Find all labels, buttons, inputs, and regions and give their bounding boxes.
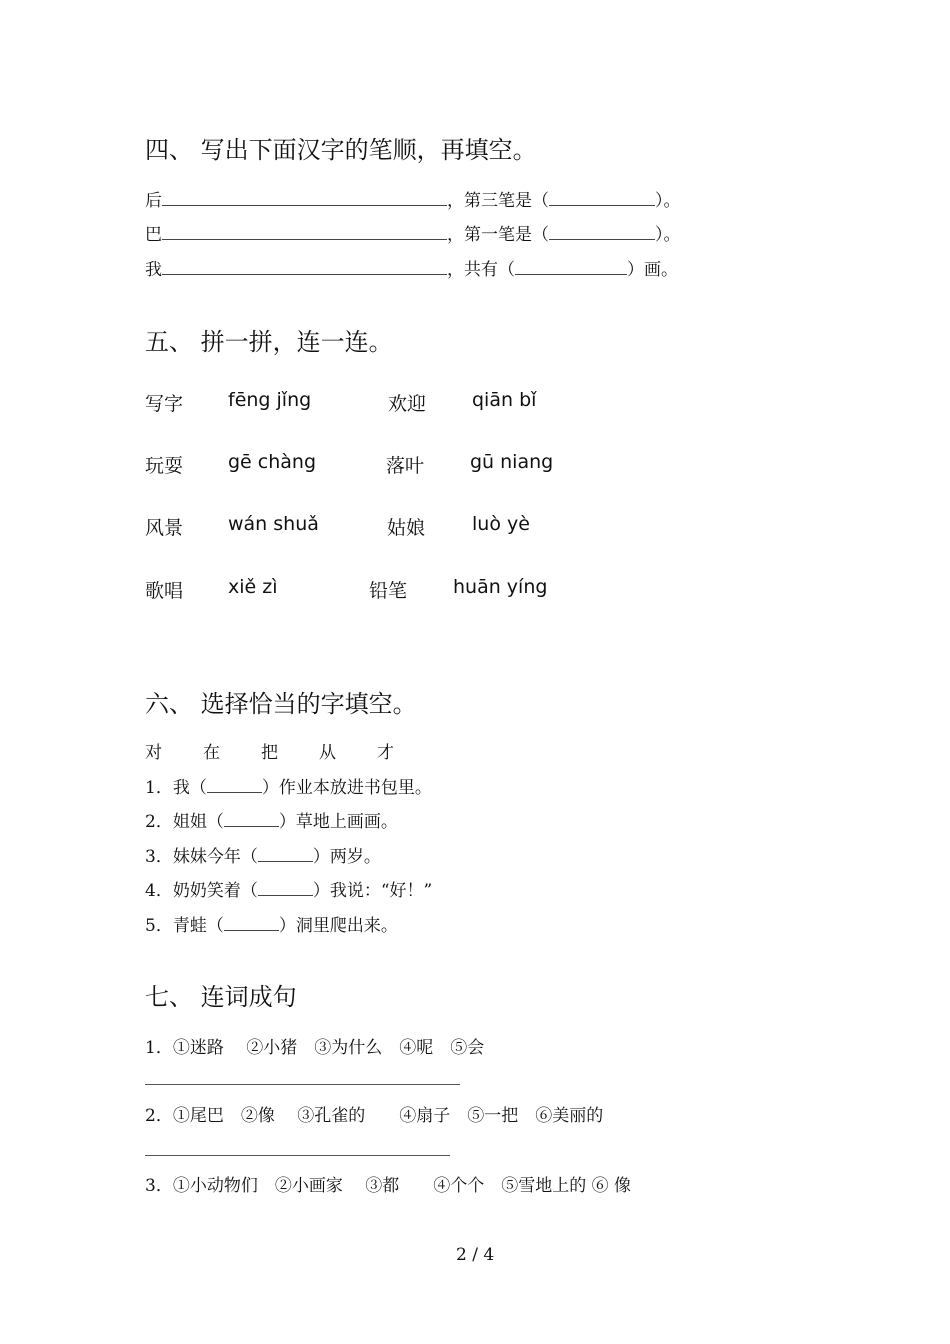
pinyin-left: wán shuǎ (228, 513, 319, 535)
stroke-row-1 (145, 186, 681, 211)
section-7-title: 七、 连词成句 (145, 983, 297, 1011)
pinyin-right: luò yè (472, 513, 530, 535)
word-left: 风景 (145, 517, 184, 539)
sentence-item-2: 2．①尾巴 ②像 ③孔雀的 ④扇子 ⑤一把 ⑥美丽的 (145, 1106, 604, 1126)
word-right: 姑娘 (387, 517, 426, 539)
pinyin-right: qiān bǐ (472, 389, 537, 411)
item-prefix: 4．奶奶笑着（ (145, 881, 258, 901)
option-char: 把 (261, 743, 278, 763)
fill-item-2 (145, 807, 398, 832)
item-suffix: ）草地上画画。 (278, 812, 398, 832)
answer-blank[interactable] (549, 238, 655, 240)
answer-line-2[interactable] (145, 1155, 450, 1156)
fill-blank[interactable] (224, 825, 279, 827)
option-char: 在 (203, 743, 220, 763)
answer-line-1[interactable] (145, 1084, 460, 1085)
stroke-order-blank[interactable] (162, 204, 447, 206)
answer-blank[interactable] (515, 273, 627, 275)
word-left: 歌唱 (145, 580, 184, 602)
stroke-question: ，第三笔是（ (447, 191, 549, 211)
sentence-item-1: 1．①迷路 ②小猪 ③为什么 ④呢 ⑤会 (145, 1038, 485, 1058)
fill-blank[interactable] (207, 791, 262, 793)
word-right: 欢迎 (388, 393, 427, 415)
option-char: 从 (319, 743, 336, 763)
stroke-row-3 (145, 255, 678, 280)
fill-blank[interactable] (258, 860, 313, 862)
stroke-char: 巴 (145, 225, 162, 245)
answer-blank[interactable] (549, 204, 655, 206)
option-char: 才 (377, 743, 394, 763)
item-prefix: 2．姐姐（ (145, 812, 224, 832)
word-right: 落叶 (386, 455, 425, 477)
section-6-title: 六、 选择恰当的字填空。 (145, 690, 417, 718)
item-suffix: ）两岁。 (312, 847, 381, 867)
item-prefix: 3．妹妹今年（ (145, 847, 258, 867)
pinyin-left: gē chàng (228, 451, 317, 473)
word-left: 玩耍 (145, 455, 184, 477)
item-prefix: 5．青蛙（ (145, 916, 224, 936)
section-4-title: 四、 写出下面汉字的笔顺，再填空。 (145, 136, 537, 164)
pinyin-left: fēng jǐng (228, 389, 312, 411)
fill-item-4 (145, 876, 432, 901)
stroke-question: ，共有（ (447, 260, 515, 280)
item-prefix: 1．我（ (145, 778, 207, 798)
item-suffix: ）洞里爬出来。 (278, 916, 398, 936)
stroke-order-blank[interactable] (162, 273, 447, 275)
word-left: 写字 (145, 393, 184, 415)
fill-blank[interactable] (224, 929, 279, 931)
stroke-end: ）。 (655, 191, 681, 211)
pinyin-right: huān yíng (453, 576, 548, 598)
fill-item-1 (145, 773, 432, 798)
stroke-char: 我 (145, 260, 162, 280)
pinyin-right: gū niang (470, 451, 554, 473)
item-suffix: ）我说：“好！” (312, 881, 433, 901)
word-right: 铅笔 (369, 580, 408, 602)
item-suffix: ）作业本放进书包里。 (261, 778, 432, 798)
page-number: 2 / 4 (456, 1245, 495, 1265)
sentence-item-3: 3．①小动物们 ②小画家 ③都 ④个个 ⑤雪地上的 ⑥ 像 (145, 1176, 632, 1196)
stroke-question: ，第一笔是（ (447, 225, 549, 245)
stroke-row-2 (145, 220, 681, 245)
stroke-char: 后 (145, 191, 162, 211)
pinyin-left: xiě zì (228, 576, 278, 598)
section-5-title: 五、 拼一拼，连一连。 (145, 328, 393, 356)
option-char: 对 (145, 743, 162, 763)
stroke-end: ）。 (655, 225, 681, 245)
fill-blank[interactable] (258, 894, 313, 896)
stroke-order-blank[interactable] (162, 238, 447, 240)
stroke-end: ）画。 (627, 260, 678, 280)
fill-item-5 (145, 911, 398, 936)
fill-item-3 (145, 842, 381, 867)
